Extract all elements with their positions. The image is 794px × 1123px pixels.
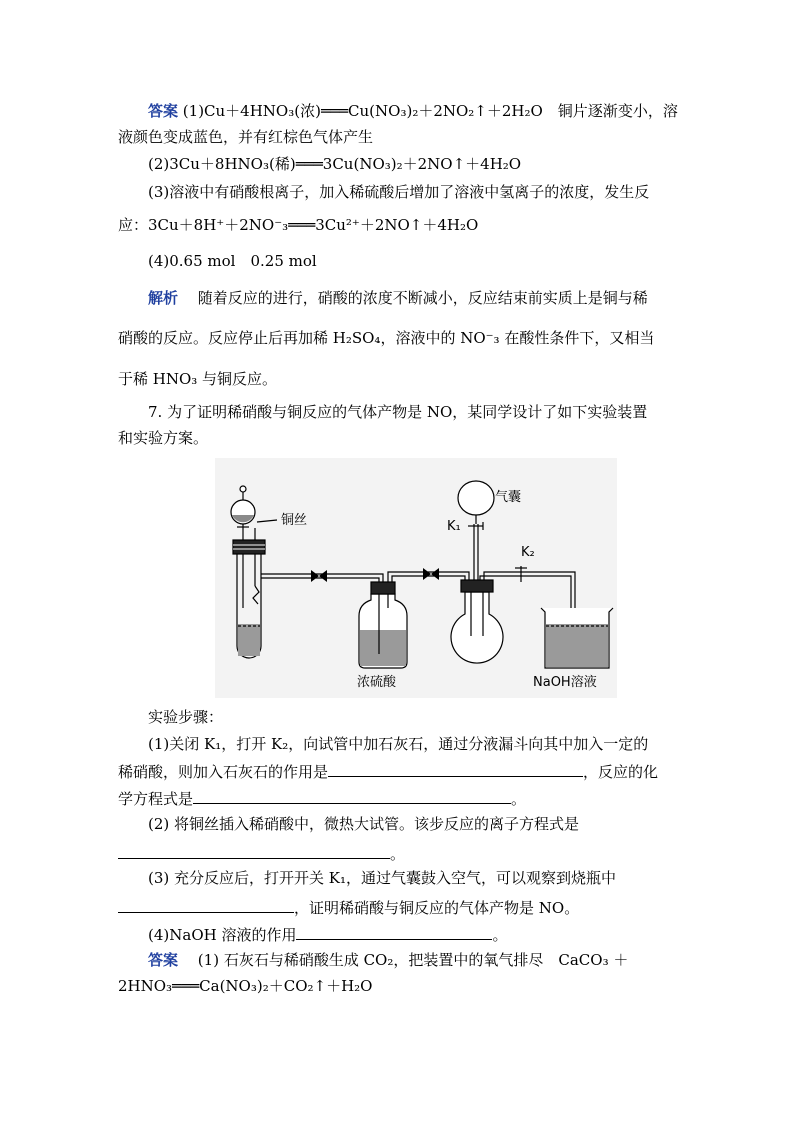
k1-label: K₁ <box>447 519 461 534</box>
step3-end: ，证明稀硝酸与铜反应的气体产物是 NO。 <box>294 899 580 917</box>
answer7-text1: (1) 石灰石与稀硝酸生成 CO₂，把装置中的氧气排尽 CaCO₃ ＋ <box>197 951 629 969</box>
air-bag-label: 气囊 <box>495 490 522 505</box>
step1-line2 <box>118 761 658 781</box>
answer6-part1-text: (1)Cu＋4HNO₃(浓)═══Cu(NO₃)₂＋2NO₂↑＋2H₂O 铜片逐渐变小，溶 <box>182 102 678 120</box>
apparatus-diagram <box>215 458 617 698</box>
analysis6-text1: 随着反应的进行，硝酸的浓度不断减小，反应结束前实质上是铜与稀 <box>197 289 648 307</box>
answer-blank-3[interactable] <box>118 843 390 859</box>
answer6-line2: 液颜色变成蓝色，并有红棕色气体产生 <box>118 128 374 146</box>
analysis-tag: 解析 <box>148 289 179 307</box>
step1-text-a: 稀硝酸，则加入石灰石的作用是 <box>118 763 329 781</box>
steps-title: 实验步骤： <box>148 708 224 726</box>
step2-end: 。 <box>390 845 406 863</box>
question7-stem-line2: 和实验方案。 <box>118 429 209 447</box>
answer7-line2: 2HNO₃═══Ca(NO₃)₂＋CO₂↑＋H₂O <box>118 977 373 995</box>
step2-line1: (2) 将铜丝插入稀硝酸中，微热大试管。该步反应的离子方程式是 <box>148 815 580 833</box>
answer7-tag: 答案 <box>148 951 179 969</box>
answer6-part3-line1: (3)溶液中有硝酸根离子，加入稀硫酸后增加了溶液中氢离子的浓度，发生反 <box>148 183 650 201</box>
step4-end: 。 <box>492 926 508 944</box>
step4-line <box>148 924 507 944</box>
answer-tag: 答案 <box>148 102 179 120</box>
k2-label: K₂ <box>521 545 535 560</box>
step1-text-b: ，反应的化 <box>583 763 659 781</box>
step1-line3 <box>118 788 526 808</box>
answer6-part4: (4)0.65 mol 0.25 mol <box>148 252 317 270</box>
conc-h2so4-label: 浓硫酸 <box>357 675 397 690</box>
answer6-part2: (2)3Cu＋8HNO₃(稀)═══3Cu(NO₃)₂＋2NO↑＋4H₂O <box>148 155 522 173</box>
analysis6-line1 <box>148 289 648 307</box>
answer-blank-4[interactable] <box>118 897 294 913</box>
beaker <box>541 608 613 668</box>
step1-text-c: 学方程式是 <box>118 790 194 808</box>
answer-blank-2[interactable] <box>193 788 511 804</box>
answer6-line1 <box>148 102 678 120</box>
step1-text-d: 。 <box>511 790 527 808</box>
step2-line2 <box>118 843 405 863</box>
answer-blank-5[interactable] <box>296 924 492 940</box>
step3-line1: (3) 充分反应后，打开开关 K₁，通过气囊鼓入空气，可以观察到烧瓶中 <box>148 869 617 887</box>
copper-wire-label: 铜丝 <box>281 513 308 528</box>
naoh-solution-label: NaOH溶液 <box>533 675 597 690</box>
answer-blank-1[interactable] <box>328 761 583 777</box>
answer7-line1 <box>148 951 628 969</box>
analysis6-line3: 于稀 HNO₃ 与铜反应。 <box>118 370 278 388</box>
step4-text: (4)NaOH 溶液的作用 <box>148 926 297 944</box>
analysis6-line2: 硝酸的反应。反应停止后再加稀 H₂SO₄，溶液中的 NO⁻₃ 在酸性条件下，又相当 <box>118 329 655 347</box>
answer6-part3-line2: 应：3Cu＋8H⁺＋2NO⁻₃═══3Cu²⁺＋2NO↑＋4H₂O <box>118 216 479 234</box>
step3-line2 <box>118 897 579 917</box>
step1-line1: (1)关闭 K₁，打开 K₂，向试管中加石灰石，通过分液漏斗向其中加入一定的 <box>148 735 649 753</box>
question7-stem-line1: 7. 为了证明稀硝酸与铜反应的气体产物是 NO，某同学设计了如下实验装置 <box>148 403 648 421</box>
